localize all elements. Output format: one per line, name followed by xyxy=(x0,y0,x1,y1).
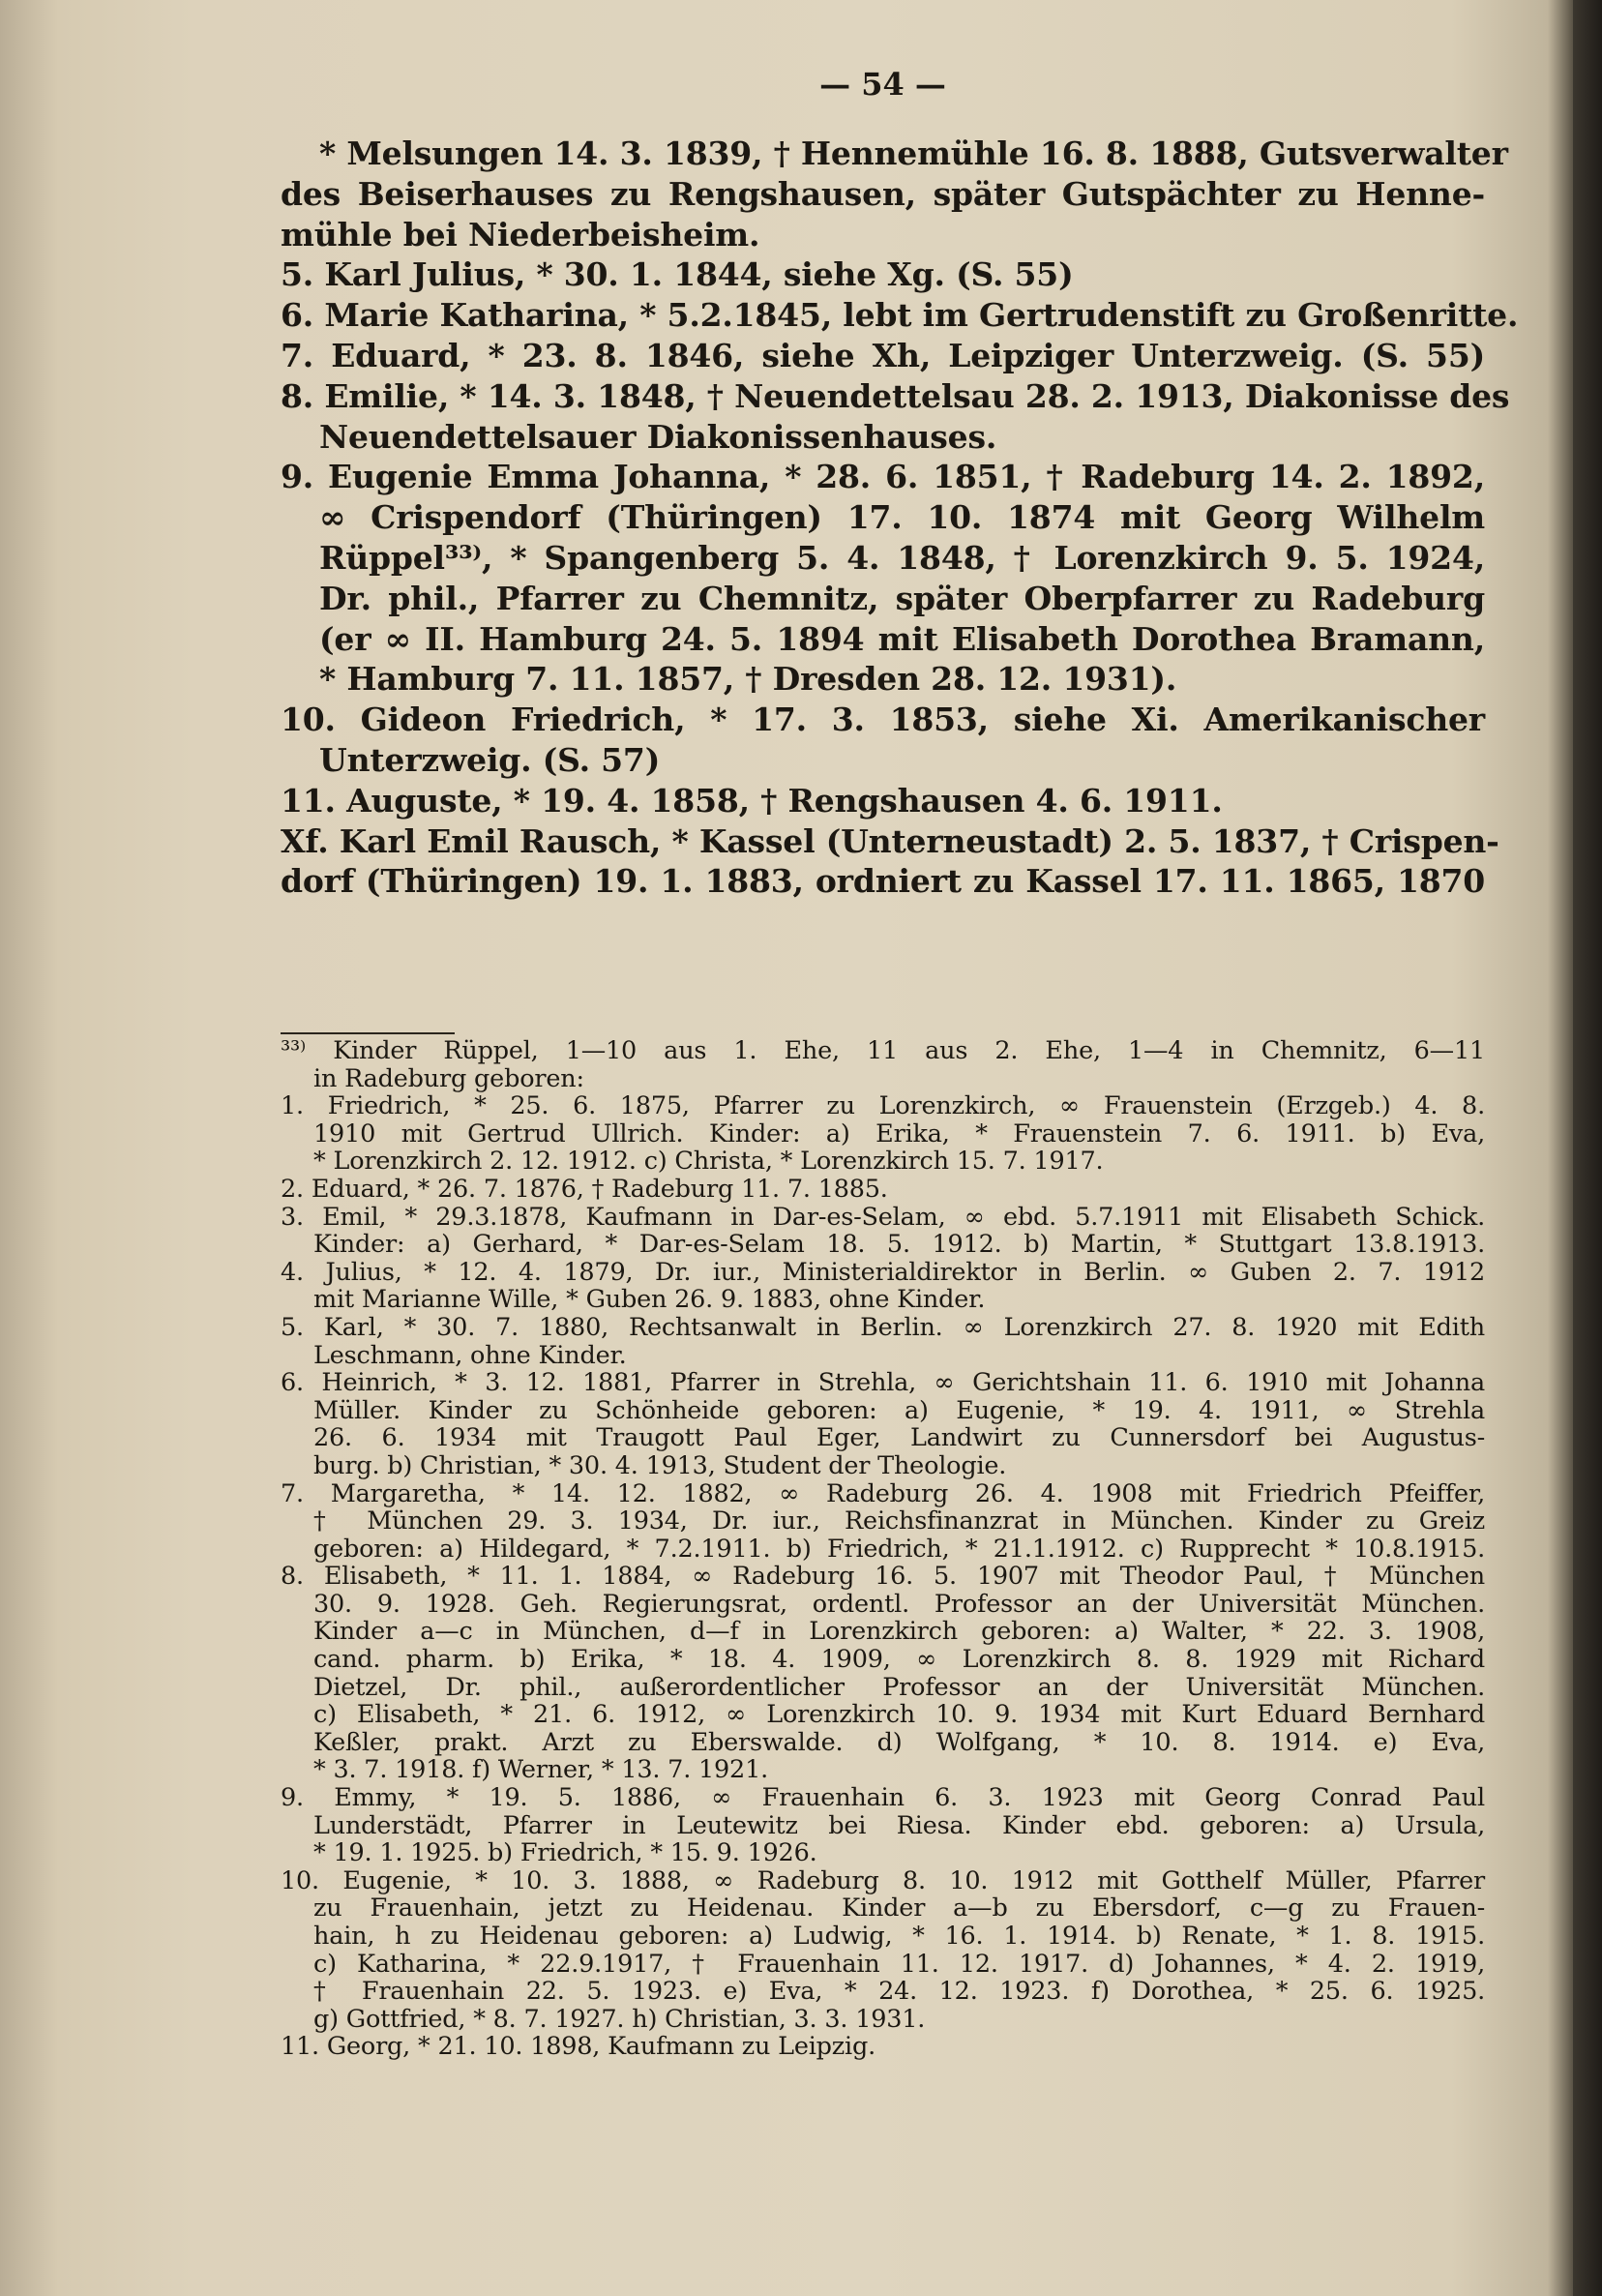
footnote-line: 11. Georg, * 21. 10. 1898, Kaufmann zu Leipzig. xyxy=(281,2032,876,2062)
footnote-line: zu Frauenhain, jetzt zu Heidenau. Kinder a—b zu Ebersdorf, c—g zu Frauen- xyxy=(313,1893,1485,1923)
text-line: (er ∞ II. Hamburg 24. 5. 1894 mit Elisabeth Dorothea Bramann, xyxy=(319,619,1485,658)
text-line: Neuendettelsauer Diakonissenhauses. xyxy=(319,417,997,456)
footnote-line: Dietzel, Dr. phil., außerordentlicher Professor an der Universität München. xyxy=(313,1672,1485,1702)
page-number: — 54 — xyxy=(819,66,946,103)
footnote-line: 1. Friedrich, * 25. 6. 1875, Pfarrer zu Lorenzkirch, ∞ Frauenstein (Erzgeb.) 4. 8. xyxy=(281,1091,1485,1121)
footnote-line: g) Gottfried, * 8. 7. 1927. h) Christian, 3. 3. 1931. xyxy=(313,2004,926,2034)
footnote-line: 4. Julius, * 12. 4. 1879, Dr. iur., Ministerialdirektor in Berlin. ∞ Guben 2. 7. 1912 xyxy=(281,1257,1485,1287)
text-line: mühle bei Niederbeisheim. xyxy=(281,215,760,253)
footnote-line: 1910 mit Gertrud Ullrich. Kinder: a) Erika, * Frauenstein 7. 6. 1911. b) Eva, xyxy=(313,1118,1485,1148)
text-line: 5. Karl Julius, * 30. 1. 1844, siehe Xg. (S. 55) xyxy=(281,255,1074,294)
footnote-line: ³³⁾ Kinder Rüppel, 1—10 aus 1. Ehe, 11 aus 2. Ehe, 1—4 in Chemnitz, 6—11 xyxy=(281,1036,1485,1065)
text-line: * Melsungen 14. 3. 1839, † Hennemühle 16. 8. 1888, Gutsverwalter xyxy=(319,134,1508,172)
footnote-line: 8. Elisabeth, * 11. 1. 1884, ∞ Radeburg 16. 5. 1907 mit Theodor Paul, † München xyxy=(281,1562,1485,1592)
footnote-line: 3. Emil, * 29.3.1878, Kaufmann in Dar-es-Selam, ∞ ebd. 5.7.1911 mit Elisabeth Schick. xyxy=(281,1202,1485,1232)
footnote-line: geboren: a) Hildegard, * 7.2.1911. b) Friedrich, * 21.1.1912. c) Rupprecht * 10.8.1915. xyxy=(313,1534,1485,1564)
text-line: dorf (Thüringen) 19. 1. 1883, ordniert zu Kassel 17. 11. 1865, 1870 xyxy=(281,862,1485,901)
footnote-line: 10. Eugenie, * 10. 3. 1888, ∞ Radeburg 8. 10. 1912 mit Gotthelf Müller, Pfarrer xyxy=(281,1865,1485,1895)
footnote-line: cand. pharm. b) Erika, * 18. 4. 1909, ∞ Lorenzkirch 8. 8. 1929 mit Richard xyxy=(313,1645,1485,1675)
footnote-line: hain, h zu Heidenau geboren: a) Ludwig, * 16. 1. 1914. b) Renate, * 1. 8. 1915. xyxy=(313,1922,1485,1951)
footnote-line: 6. Heinrich, * 3. 12. 1881, Pfarrer in Strehla, ∞ Gerichtshain 11. 6. 1910 mit Johanna xyxy=(281,1368,1485,1398)
footnote-line: 2. Eduard, * 26. 7. 1876, † Radeburg 11. 7. 1885. xyxy=(281,1174,888,1204)
text-line: 7. Eduard, * 23. 8. 1846, siehe Xh, Leipziger Unterzweig. (S. 55) xyxy=(281,336,1485,374)
footnote-divider xyxy=(281,1032,455,1034)
footnote-line: Leschmann, ohne Kinder. xyxy=(313,1340,627,1370)
footnote-line: burg. b) Christian, * 30. 4. 1913, Student der Theologie. xyxy=(313,1450,1007,1480)
footnote-line: mit Marianne Wille, * Guben 26. 9. 1883, ohne Kinder. xyxy=(313,1285,986,1315)
text-line: Rüppel³³⁾, * Spangenberg 5. 4. 1848, † Lorenzkirch 9. 5. 1924, xyxy=(319,538,1485,577)
text-line: 6. Marie Katharina, * 5.2.1845, lebt im Gertrudenstift zu Großenritte. xyxy=(281,296,1519,335)
main-text xyxy=(281,134,1519,902)
text-line: * Hamburg 7. 11. 1857, † Dresden 28. 12. 1931). xyxy=(319,660,1177,699)
text-line: 10. Gideon Friedrich, * 17. 3. 1853, siehe Xi. Amerikanischer xyxy=(281,701,1485,739)
footnote-line: Lunderstädt, Pfarrer in Leutewitz bei Riesa. Kinder ebd. geboren: a) Ursula, xyxy=(313,1810,1485,1840)
book-page xyxy=(281,58,1519,2274)
text-line: Xf. Karl Emil Rausch, * Kassel (Unterneustadt) 2. 5. 1837, † Crispen- xyxy=(281,821,1499,860)
text-line: des Beiserhauses zu Rengshausen, später Gutspächter zu Henne- xyxy=(281,174,1485,213)
text-line: 9. Eugenie Emma Johanna, * 28. 6. 1851, † Radeburg 14. 2. 1892, xyxy=(281,458,1485,496)
footnote-line: † München 29. 3. 1934, Dr. iur., Reichsfinanzrat in München. Kinder zu Greiz xyxy=(313,1506,1485,1536)
footnote-line: 7. Margaretha, * 14. 12. 1882, ∞ Radeburg 26. 4. 1908 mit Friedrich Pfeiffer, xyxy=(281,1478,1485,1508)
footnote-line: 9. Emmy, * 19. 5. 1886, ∞ Frauenhain 6. 3. 1923 mit Georg Conrad Paul xyxy=(281,1783,1485,1813)
footnote-line: in Radeburg geboren: xyxy=(313,1063,584,1093)
text-line: 11. Auguste, * 19. 4. 1858, † Rengshausen 4. 6. 1911. xyxy=(281,781,1223,820)
footnote-line: † Frauenhain 22. 5. 1923. e) Eva, * 24. 12. 1923. f) Dorothea, * 25. 6. 1925. xyxy=(313,1977,1485,2007)
footnote-line: * 19. 1. 1925. b) Friedrich, * 15. 9. 1926. xyxy=(313,1838,817,1868)
footnote-line: Keßler, prakt. Arzt zu Eberswalde. d) Wolfgang, * 10. 8. 1914. e) Eva, xyxy=(313,1727,1485,1757)
text-line: Dr. phil., Pfarrer zu Chemnitz, später Oberpfarrer zu Radeburg xyxy=(319,579,1485,617)
text-line: Unterzweig. (S. 57) xyxy=(319,740,661,779)
book-edge xyxy=(1573,0,1602,2296)
footnote-line: 26. 6. 1934 mit Traugott Paul Eger, Landwirt zu Cunnersdorf bei Augustus- xyxy=(313,1423,1485,1453)
footnote-line: Kinder: a) Gerhard, * Dar-es-Selam 18. 5. 1912. b) Martin, * Stuttgart 13.8.1913. xyxy=(313,1230,1485,1260)
footnote-line: * 3. 7. 1918. f) Werner, * 13. 7. 1921. xyxy=(313,1755,769,1785)
footnote-line: c) Katharina, * 22.9.1917, † Frauenhain 11. 12. 1917. d) Johannes, * 4. 2. 1919, xyxy=(313,1949,1485,1979)
footnote-line: Kinder a—c in München, d—f in Lorenzkirch geboren: a) Walter, * 22. 3. 1908, xyxy=(313,1617,1485,1647)
footnote-block xyxy=(281,1037,1485,2061)
text-line: ∞ Crispendorf (Thüringen) 17. 10. 1874 mit Georg Wilhelm xyxy=(319,498,1485,537)
footnote-line: 5. Karl, * 30. 7. 1880, Rechtsanwalt in Berlin. ∞ Lorenzkirch 27. 8. 1920 mit Edith xyxy=(281,1312,1485,1342)
footnote-line: c) Elisabeth, * 21. 6. 1912, ∞ Lorenzkirch 10. 9. 1934 mit Kurt Eduard Bernhard xyxy=(313,1700,1485,1730)
footnote-line: Müller. Kinder zu Schönheide geboren: a) Eugenie, * 19. 4. 1911, ∞ Strehla xyxy=(313,1395,1485,1425)
text-line: 8. Emilie, * 14. 3. 1848, † Neuendettelsau 28. 2. 1913, Diakonisse des xyxy=(281,376,1510,415)
footnote-line: 30. 9. 1928. Geh. Regierungsrat, ordentl. Professor an der Universität München. xyxy=(313,1589,1485,1619)
footnote-line: * Lorenzkirch 2. 12. 1912. c) Christa, * Lorenzkirch 15. 7. 1917. xyxy=(313,1147,1104,1177)
